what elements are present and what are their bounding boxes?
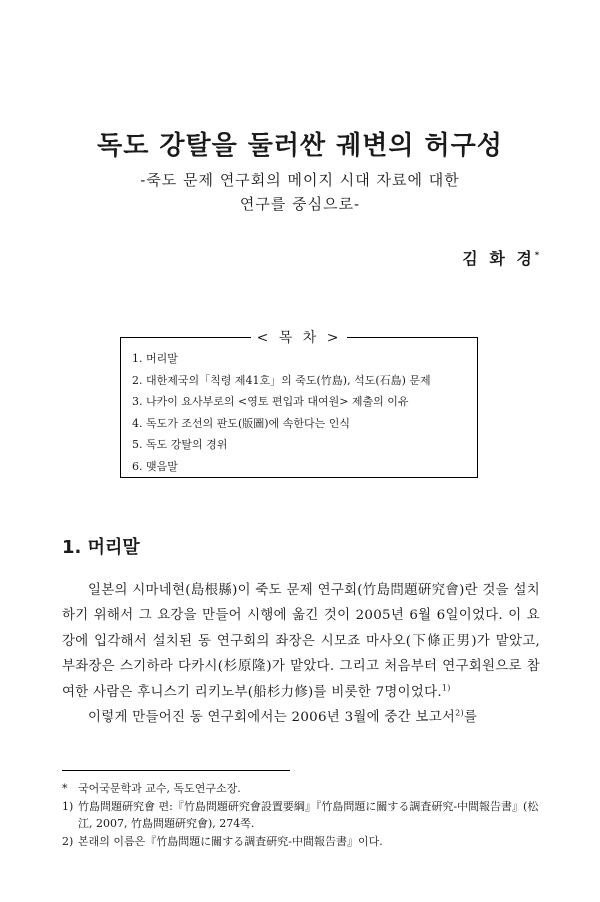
body-text <box>62 578 540 730</box>
toc-item: 1. 머리말 <box>132 352 178 365</box>
paragraph-1-text: 일본의 시마네현(島根縣)이 죽도 문제 연구회(竹島問題硏究會)란 것을 설치하기 위해서 그 요강을 만들어 시행에 옮긴 것이 2005년 6월 6일이었다. 이 요강에 입각해서 설치된 동 연구회의 좌장은 시모죠 마사오(下條正男)가 맡았고, 부좌장은 스기하라 다카시(杉原隆)가 맡았다. 그리고 처음부터 연구회원으로 참여한 사람은 후니스기 리키노부(船杉力修)를 비롯한 7명이었다. <box>62 583 540 700</box>
body-paragraph-1 <box>62 578 540 705</box>
footnote-text: 竹島問題硏究會 편:『竹島問題硏究會設置要綱』『竹島問題に關する調査硏究-中間報告書』(松江, 2007, 竹島問題硏究會), 274쪽. <box>78 799 539 830</box>
footnotes <box>62 780 540 850</box>
toc-list <box>132 348 431 477</box>
paper-title: 독도 강탈을 둘러싼 궤변의 허구성 <box>97 131 503 161</box>
section-heading: 1. 머리말 <box>62 537 140 558</box>
footnote-mark: 1) <box>62 799 74 813</box>
author-name-text: 김 화 경 <box>462 249 535 268</box>
footnote-divider <box>62 770 290 771</box>
paper-subtitle <box>0 168 600 216</box>
footnote-text: 국어국문학과 교수, 독도연구소장. <box>78 782 241 795</box>
toc-item: 5. 독도 강탈의 경위 <box>132 438 228 451</box>
author-name <box>462 246 542 269</box>
footnote-1 <box>62 798 540 833</box>
subtitle-line-1: -죽도 문제 연구회의 메이지 시대 자료에 대한 <box>140 171 460 189</box>
paragraph-2-text-a: 이렇게 만들어진 동 연구회에서는 2006년 3월에 중간 보고서 <box>88 710 456 726</box>
body-paragraph-2 <box>62 705 540 730</box>
footnote-mark: * <box>62 782 68 795</box>
footnote-2 <box>62 833 540 851</box>
toc-item: 6. 맺음말 <box>132 459 178 473</box>
footnote-ref-1: 1) <box>441 683 451 693</box>
footnote-ref-2: 2) <box>455 708 464 718</box>
toc-heading: < 목 차 > <box>251 330 348 346</box>
toc-item: 3. 나카이 요사부로의 <영토 편입과 대여원> 제출의 이유 <box>132 395 409 408</box>
footnote-text: 본래의 이름은『竹島問題に關する調査硏究-中間報告書』이다. <box>78 834 383 848</box>
author-footnote-mark: * <box>534 250 542 260</box>
paragraph-2-text-b: 를 <box>463 710 478 726</box>
toc-header <box>121 327 477 347</box>
footnote-author <box>62 780 540 798</box>
toc-item: 2. 대한제국의「칙령 제41호」의 죽도(竹島), 석도(石島) 문제 <box>132 373 431 387</box>
footnote-mark: 2) <box>62 834 74 848</box>
toc-item: 4. 독도가 조선의 판도(版圖)에 속한다는 인식 <box>132 416 350 430</box>
table-of-contents <box>120 330 478 478</box>
subtitle-line-2: 연구를 중심으로- <box>239 195 361 213</box>
